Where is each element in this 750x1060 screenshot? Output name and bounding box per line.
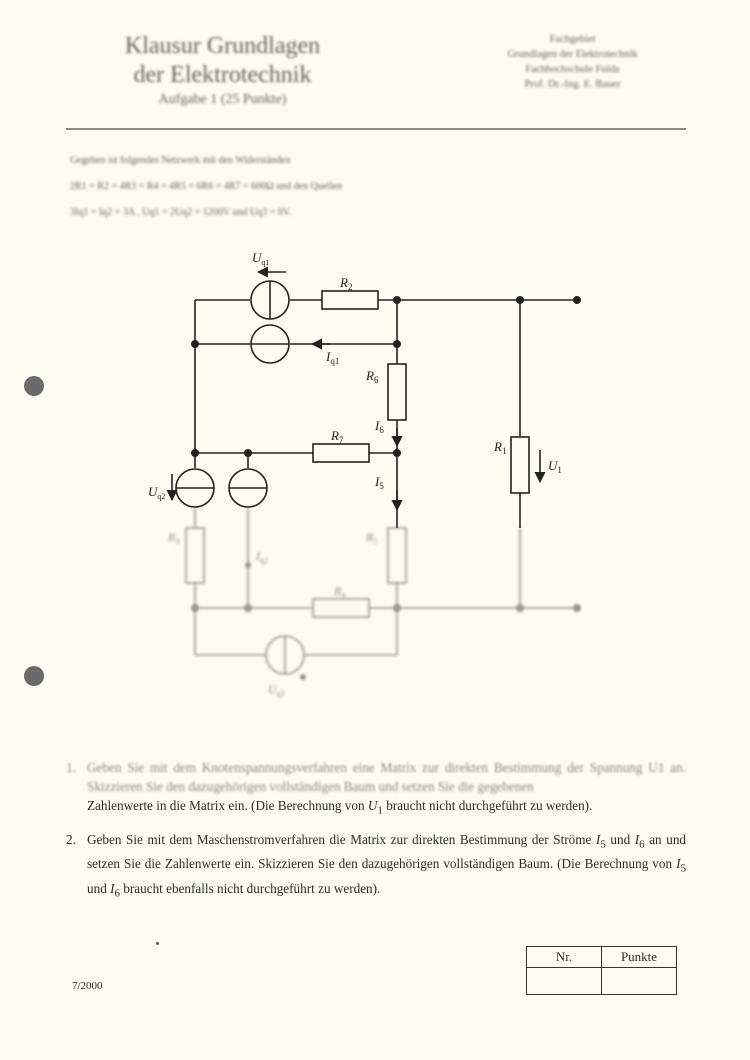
resistor-r7 [313,444,369,462]
score-header-nr: Nr. [527,947,602,968]
department-line3: Fachhochschule Fulda [525,64,620,75]
label-uq2: $U_{q2}$ [148,484,166,501]
node-bottom-r5 [393,604,401,612]
task-1 [66,758,686,821]
terminal-bottom [573,604,581,612]
resistor-r3 [186,528,204,583]
label-r2: $R_2$ [340,275,353,292]
label-r3: $R_3$ [168,530,180,546]
resistor-r4 [313,599,369,617]
label-iq2: $I_{q2}$ [256,549,268,565]
given-line3: 3Iq1 = Iq2 = 3A , Uq1 = 2Uq2 = 1200V und Uq3 = 0V. [70,207,292,218]
node-mid-left [191,449,199,457]
label-u1: $U_1$ [548,458,562,475]
resistor-r2 [322,291,378,309]
label-r4: $R_4$ [334,584,346,600]
node-iq1-left [191,340,199,348]
exam-date: 7/2000 [72,980,103,992]
exam-subtitle: Aufgabe 1 (25 Punkte) [158,92,287,107]
department-line4: Prof. Dr.-Ing. E. Bauer [524,79,621,90]
node-top-mid [393,296,401,304]
resistor-r6 [388,364,406,420]
score-header-punkte: Punkte [602,947,677,968]
node-iq1-right [393,340,401,348]
node-iq2-dot [245,562,251,568]
score-cell-nr[interactable] [527,968,602,995]
score-table [526,946,677,995]
terminal-top [573,296,581,304]
label-r6: $R_6$ [366,368,379,385]
label-iq1: $I_{q1}$ [326,349,340,366]
node-mid-iq2 [244,449,252,457]
task-2-text: Geben Sie mit dem Maschenstromverfahren die Matrix zur direkten Bestimmung der Ströme $I_5$ und $I_6$ an und setzen Sie die Zahlenwerte ein. Skizzieren Sie den dazugehörigen vollständigen Baum. (Die Berechnung von $I_5$ und $I_6$ braucht ebenfalls nicht durchgeführt zu werden). [87,831,687,900]
label-r7: $R_7$ [331,428,344,445]
task-1-text-faded: Geben Sie mit dem Knotenspannungsverfahren eine Matrix zur direkten Bestimmung der Spannung U1 an. Skizzieren Sie den dazugehörigen vollständigen Baum und setzen Sie die gegebenen [87,760,686,794]
node-uq3-dot [300,674,306,680]
label-r5: $R_5$ [366,530,378,546]
node-bottom-r1 [516,604,524,612]
paper-speck [156,942,159,945]
department-line1: Fachgebiet [549,34,596,45]
task-2 [66,830,686,904]
node-top-right [516,296,524,304]
task-1-text-clear: Zahlenwerte in die Matrix ein. (Die Berechnung von $U_1$ braucht nicht durchgeführt zu werden). [87,798,593,817]
department-line2: Grundlagen der Elektrotechnik [507,49,638,60]
exam-title-line2: der Elektrotechnik [133,62,312,88]
resistor-r5 [388,528,406,583]
label-uq1: $U_{q1}$ [252,250,270,267]
node-bottom-iq2 [244,604,252,612]
exam-title-line1: Klausur Grundlagen [124,33,321,59]
node-bottom-left [191,604,199,612]
task-2-number: 2. [66,831,76,847]
node-mid-right [393,449,401,457]
given-line2: 2R1 = R2 = 4R3 = R4 = 4R5 = 6R6 = 4R7 = 600Ω und den Quellen [70,181,343,192]
resistor-r1 [511,437,529,493]
label-r1: $R_1$ [494,439,507,456]
score-cell-punkte[interactable] [602,968,677,995]
label-i5: $I_5$ [375,474,384,491]
task-1-number: 1. [66,760,76,775]
task-list [66,758,686,913]
given-line1: Gegeben ist folgendes Netzwerk mit den Widerständen [70,155,291,166]
label-uq3: $U_{q3}$ [268,682,285,698]
label-i6: $I_6$ [375,418,384,435]
